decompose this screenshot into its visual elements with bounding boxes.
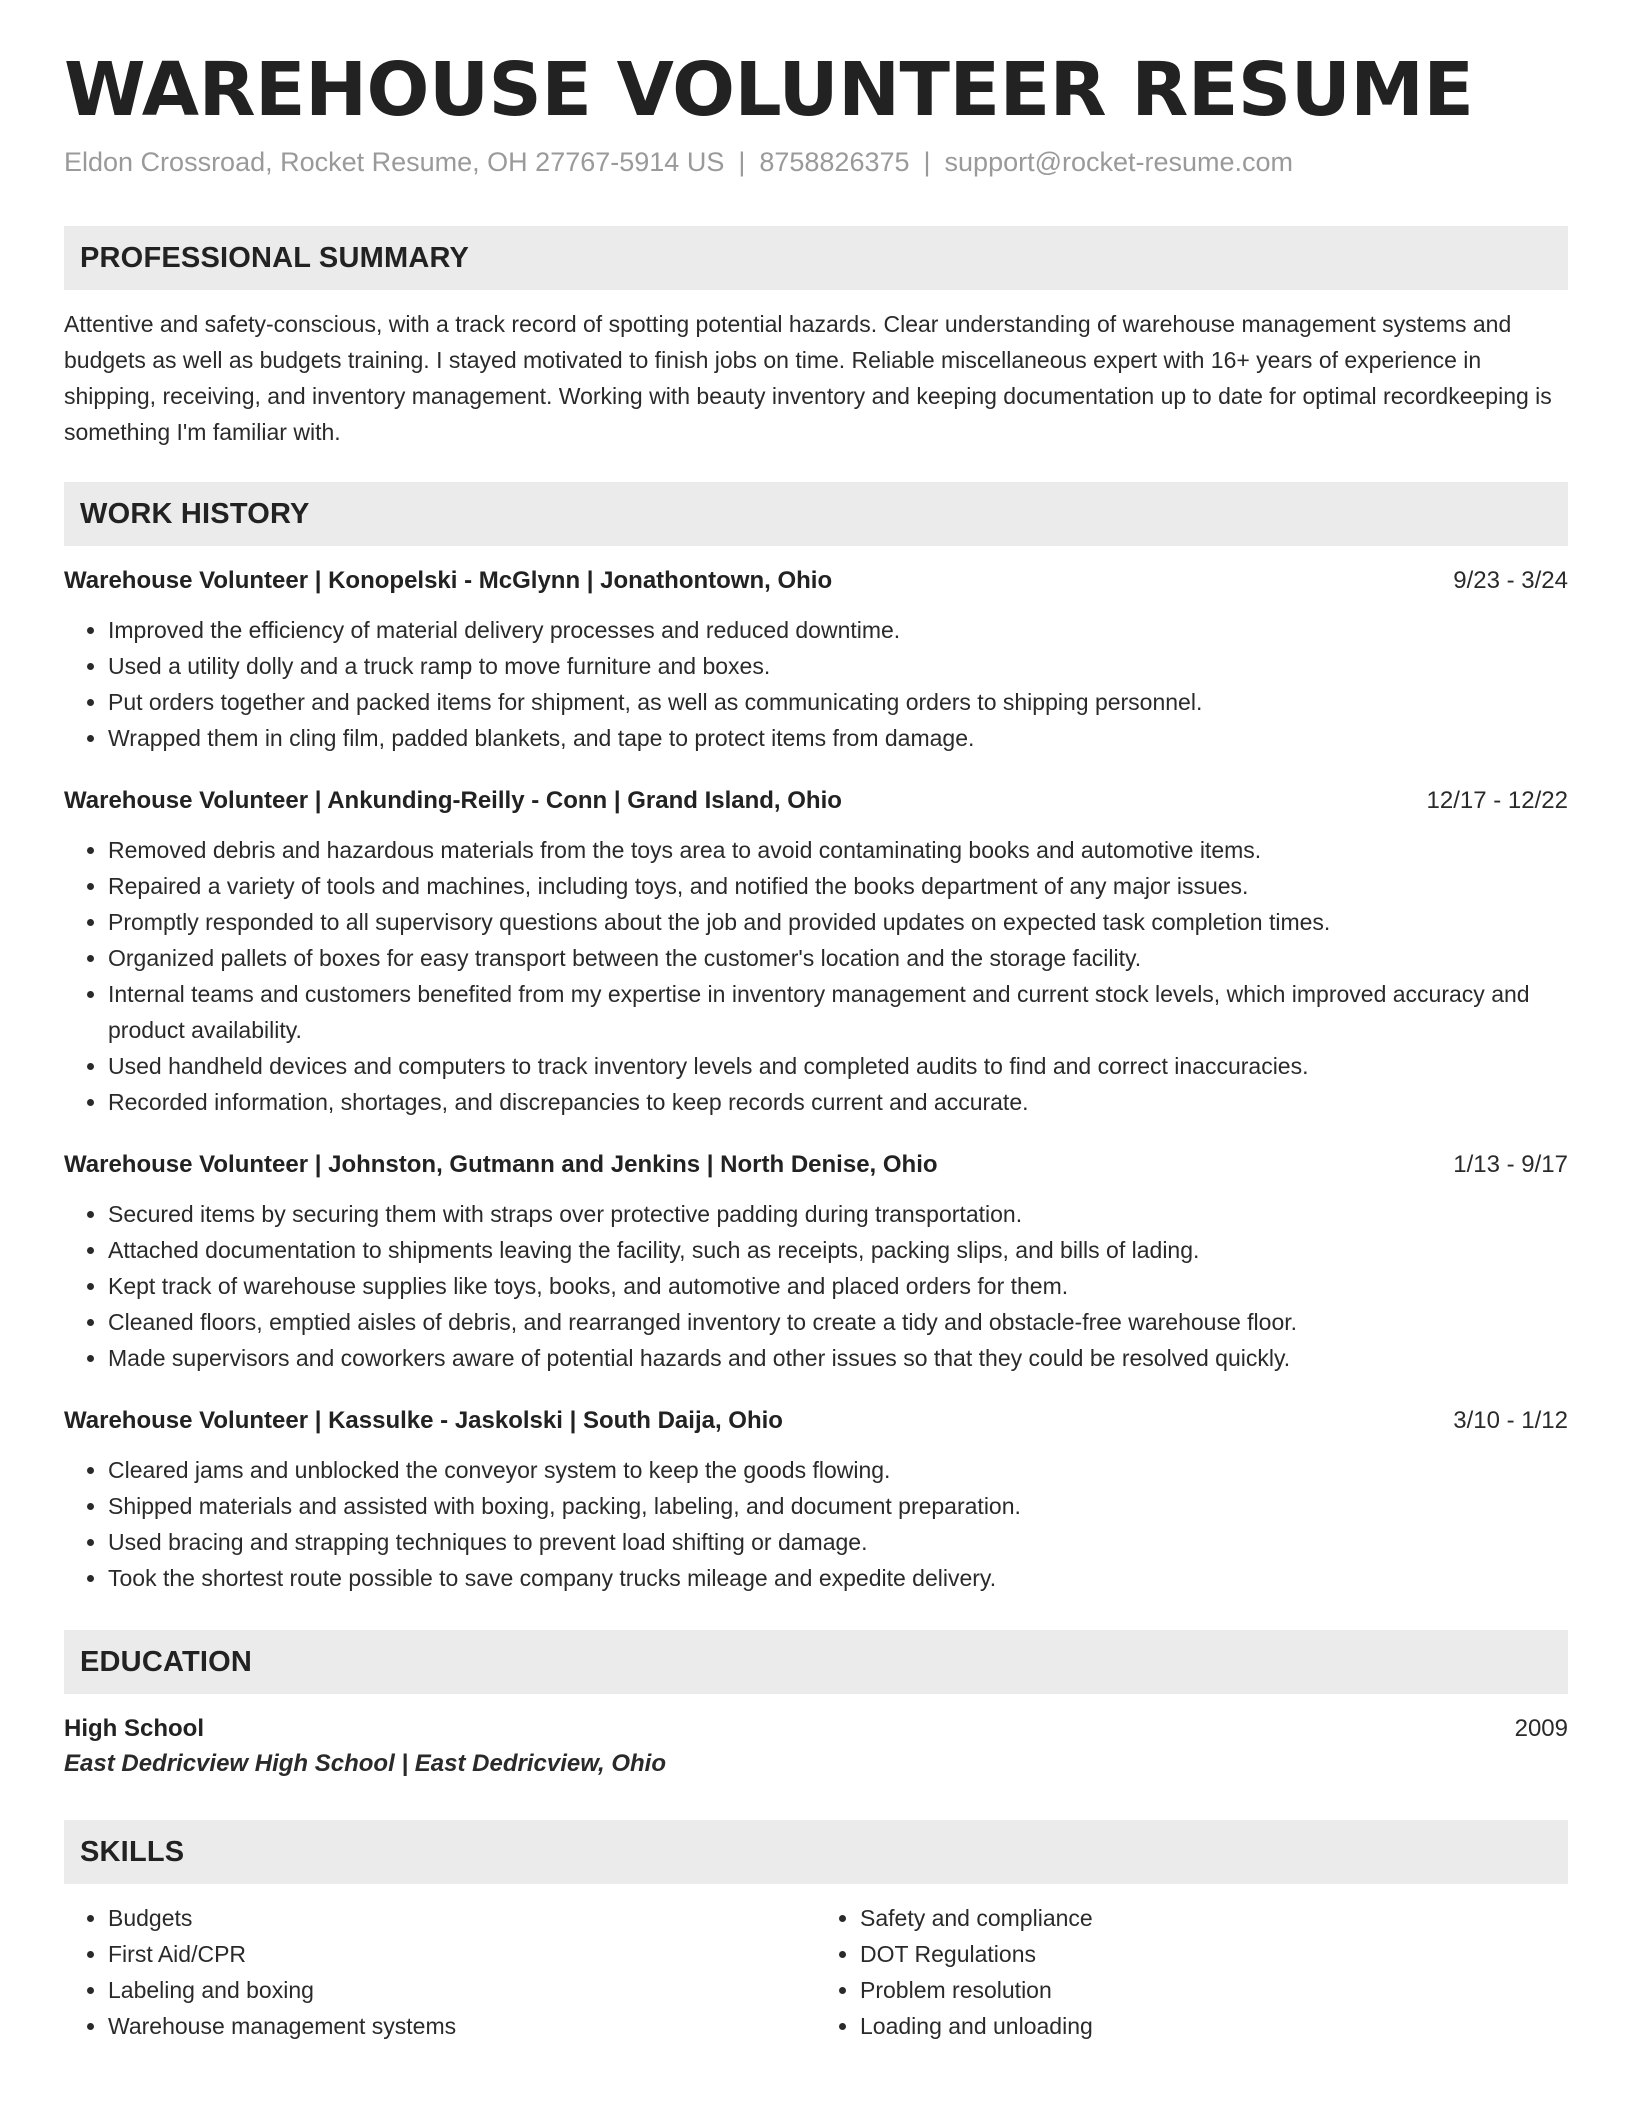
job-bullet: • Used handheld devices and computers to track inventory levels and completed audits to find and correct inaccuracies.	[108, 1048, 1568, 1084]
job-bullets	[64, 1452, 1568, 1596]
job-bullet: • Organized pallets of boxes for easy transport between the customer's location and the storage facility.	[108, 940, 1568, 976]
job-dates: 9/23 - 3/24	[1453, 567, 1568, 595]
summary-text: Attentive and safety-conscious, with a track record of spotting potential hazards. Clear understanding of warehouse management systems and budgets as well as budgets training. I stayed motivated to finish jobs on time. Reliable miscellaneous expert with 16+ years of experience in shipping, receiving, and inventory management. Working with beauty inventory and keeping documentation up to date for optimal recordkeeping is something I'm familiar with.	[64, 311, 1552, 446]
skills-list	[64, 1900, 816, 2044]
job-entry	[64, 1148, 1568, 1376]
job-header	[64, 564, 1568, 598]
job-bullet: • Repaired a variety of tools and machines, including toys, and notified the books department of any major issues.	[108, 868, 1568, 904]
skill-item: • Warehouse management systems	[108, 2008, 816, 2044]
job-title: Warehouse Volunteer | Ankunding-Reilly - Conn | Grand Island, Ohio	[64, 787, 842, 815]
skill-item: • Loading and unloading	[860, 2008, 1568, 2044]
section-header-summary: PROFESSIONAL SUMMARY	[64, 226, 1568, 290]
skill-item: • Safety and compliance	[860, 1900, 1568, 1936]
job-bullet: • Took the shortest route possible to save company trucks mileage and expedite delivery.	[108, 1560, 1568, 1596]
job-bullet: • Improved the efficiency of material delivery processes and reduced downtime.	[108, 612, 1568, 648]
job-bullet: • Wrapped them in cling film, padded blankets, and tape to protect items from damage.	[108, 720, 1568, 756]
job-bullet: • Used a utility dolly and a truck ramp to move furniture and boxes.	[108, 648, 1568, 684]
job-bullets	[64, 1196, 1568, 1376]
skills-column-right	[816, 1900, 1568, 2044]
job-bullets	[64, 832, 1568, 1120]
job-bullet: • Removed debris and hazardous materials from the toys area to avoid contaminating books and automotive items.	[108, 832, 1568, 868]
job-bullet: • Attached documentation to shipments leaving the facility, such as receipts, packing slips, and bills of lading.	[108, 1232, 1568, 1268]
job-bullet: • Put orders together and packed items for shipment, as well as communicating orders to shipping personnel.	[108, 684, 1568, 720]
job-bullet: • Cleaned floors, emptied aisles of debris, and rearranged inventory to create a tidy and obstacle-free warehouse floor.	[108, 1304, 1568, 1340]
job-header	[64, 1404, 1568, 1438]
contact-email: support@rocket-resume.com	[944, 147, 1294, 178]
job-entry	[64, 784, 1568, 1120]
contact-separator: |	[923, 147, 931, 178]
job-bullet: • Used bracing and strapping techniques to prevent load shifting or damage.	[108, 1524, 1568, 1560]
contact-address: Eldon Crossroad, Rocket Resume, OH 27767-5914 US	[64, 147, 725, 178]
contact-separator: |	[738, 147, 746, 178]
education-entry	[64, 1712, 1568, 1746]
section-header-education: EDUCATION	[64, 1630, 1568, 1694]
section-header-work-history: WORK HISTORY	[64, 482, 1568, 546]
skill-item: • DOT Regulations	[860, 1936, 1568, 1972]
job-bullet: • Promptly responded to all supervisory questions about the job and provided updates on expected task completion times.	[108, 904, 1568, 940]
contact-line	[64, 147, 1568, 178]
education-degree: High School	[64, 1715, 204, 1743]
job-bullet: • Internal teams and customers benefited from my expertise in inventory management and current stock levels, which improved accuracy and product availability.	[108, 976, 1568, 1048]
job-dates: 3/10 - 1/12	[1453, 1407, 1568, 1435]
job-title: Warehouse Volunteer | Johnston, Gutmann and Jenkins | North Denise, Ohio	[64, 1151, 938, 1179]
job-bullet: • Recorded information, shortages, and discrepancies to keep records current and accurate.	[108, 1084, 1568, 1120]
job-bullet: • Shipped materials and assisted with boxing, packing, labeling, and document preparation.	[108, 1488, 1568, 1524]
job-bullet: • Kept track of warehouse supplies like toys, books, and automotive and placed orders for them.	[108, 1268, 1568, 1304]
job-title: Warehouse Volunteer | Kassulke - Jaskolski | South Daija, Ohio	[64, 1407, 783, 1435]
job-bullets	[64, 612, 1568, 756]
job-entry	[64, 564, 1568, 756]
education-school: East Dedricview High School | East Dedricview, Ohio	[64, 1750, 666, 1778]
job-header	[64, 784, 1568, 818]
job-title: Warehouse Volunteer | Konopelski - McGlynn | Jonathontown, Ohio	[64, 567, 833, 595]
skill-item: • Problem resolution	[860, 1972, 1568, 2008]
job-entry	[64, 1404, 1568, 1596]
contact-phone: 8758826375	[759, 147, 910, 178]
skills-list	[816, 1900, 1568, 2044]
resume-title: WAREHOUSE VOLUNTEER RESUME	[64, 47, 1474, 133]
skill-item: • First Aid/CPR	[108, 1936, 816, 1972]
job-bullet: • Cleared jams and unblocked the conveyor system to keep the goods flowing.	[108, 1452, 1568, 1488]
section-header-skills: SKILLS	[64, 1820, 1568, 1884]
job-dates: 12/17 - 12/22	[1426, 787, 1568, 815]
skills-column-left	[64, 1900, 816, 2044]
skill-item: • Labeling and boxing	[108, 1972, 816, 2008]
job-dates: 1/13 - 9/17	[1453, 1151, 1568, 1179]
job-header	[64, 1148, 1568, 1182]
job-bullet: • Secured items by securing them with straps over protective padding during transportation.	[108, 1196, 1568, 1232]
skill-item: • Budgets	[108, 1900, 816, 1936]
skills-grid	[64, 1900, 1568, 2044]
education-year: 2009	[1514, 1715, 1568, 1743]
job-bullet: • Made supervisors and coworkers aware of potential hazards and other issues so that they could be resolved quickly.	[108, 1340, 1568, 1376]
